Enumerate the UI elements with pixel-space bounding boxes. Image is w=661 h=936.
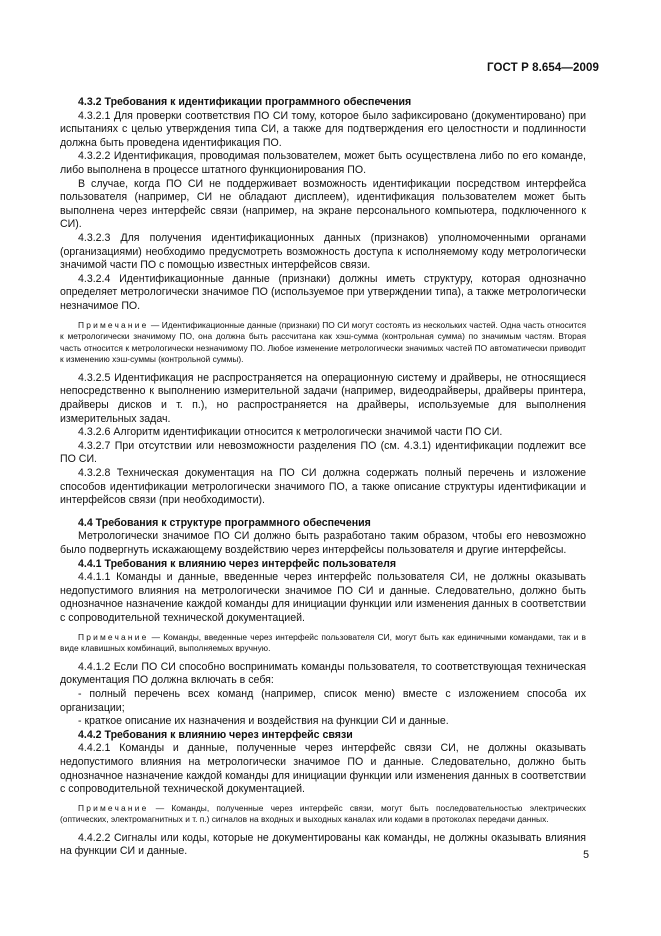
- section-heading-4-4: 4.4 Требования к структуре программного обеспечения: [78, 516, 371, 529]
- note-user-interface-commands: [60, 632, 586, 655]
- paragraph-4-3-2-2-cont: В случае, когда ПО СИ не поддерживает возможность идентификации посредством интерфейса пользователя (например, СИ не обладают дисплеем), идентификация пользователем может быть выполнена через интерфейс связи (например, на экране персонального компьютера, подключенного к СИ).: [60, 177, 586, 231]
- section-heading-4-4-2: 4.4.2 Требования к влиянию через интерфейс связи: [78, 728, 353, 741]
- paragraph-4-3-2-4: 4.3.2.4 Идентификационные данные (признаки) должны иметь структуру, которая однозначно определяет метрологически значимое ПО (используемое при утверждении типа), а также метрологически незначимое ПО.: [60, 272, 586, 312]
- paragraph-4-4: Метрологически значимое ПО СИ должно быть разработано таким образом, чтобы его невозможно было подвергнуть искажающему воздействию через интерфейсы пользователя и другие интерфейсы.: [60, 530, 586, 556]
- note-text: — Идентификационные данные (признаки) ПО СИ могут состоять из нескольких частей. Одна часть относится к метрологически значимому ПО, она должна быть рассчитана как хэш-сумма (контрольная сумма) по значимым частям. Вторая часть относится к метрологически незначимому ПО. Любое изменение метрологически значимых частей ПО автоматически приводит к изменению хэш-суммы (контрольной суммы).: [60, 319, 586, 365]
- paragraph-4-4-1-2: 4.4.1.2 Если ПО СИ способно воспринимать команды пользователя, то соответствующая техническая документация ПО должна включать в себя:: [60, 660, 586, 687]
- paragraph-4-3-2-5: 4.3.2.5 Идентификация не распространяется на операционную систему и драйверы, не относящиеся непосредственно к выполнению измерительной задачи (например, видеодрайверы, драйверы принтера, драйверы дисков и т. п.), но распространяется на драйверы, используемые для выполнения измерительных задач.: [60, 371, 586, 425]
- paragraph-4-3-2-6: 4.3.2.6 Алгоритм идентификации относится к метрологически значимой части ПО СИ.: [78, 426, 503, 439]
- paragraph-4-4-2-2: 4.4.2.2 Сигналы или коды, которые не документированы как команды, не должны оказывать влияния на функции СИ и данные.: [60, 831, 586, 858]
- paragraph-4-3-2-8: 4.3.2.8 Техническая документация на ПО СИ должна содержать полный перечень и изложение способов идентификации метрологически значимого ПО, а также описание структуры идентификации и интерфейсов связи (при необходимости).: [60, 467, 586, 507]
- document-standard-id: ГОСТ Р 8.654—2009: [487, 62, 599, 74]
- note-label: Примечание: [78, 319, 149, 330]
- paragraph-4-3-2-3: 4.3.2.3 Для получения идентификационных данных (признаков) уполномоченными органами (организациями) необходимо предусмотреть возможность доступа к исполняемому коду метрологически значимой части ПО с помощью известных интерфейсов связи.: [60, 231, 586, 272]
- note-identification-data: [60, 320, 586, 366]
- note-label: Примечание: [78, 802, 149, 813]
- note-label: Примечание: [78, 631, 149, 642]
- section-heading-4-4-1: 4.4.1 Требования к влиянию через интерфейс пользователя: [78, 557, 397, 570]
- list-item-commands: - полный перечень всех команд (например, список меню) вместе с изложением способа их организации;: [60, 687, 586, 714]
- document-body: [60, 96, 586, 859]
- paragraph-4-4-1-1: 4.4.1.1 Команды и данные, введенные через интерфейс пользователя СИ, не должны оказывать недопустимого влияния на метрологически значимое ПО СИ и данные. Следовательно, должно быть однозначное назначение каждой команды для инициации функции или изменения данных в соответствии с сопроводительной технической документацией.: [60, 571, 586, 624]
- paragraph-4-4-2-1: 4.4.2.1 Команды и данные, полученные через интерфейс связи СИ, не должны оказывать недопустимого влияния на метрологически значимое ПО и данные. Следовательно, должно быть однозначное назначение каждой команды для инициации функции или изменения данных в соответствии с сопроводительной технической документацией.: [60, 742, 586, 796]
- paragraph-4-3-2-1: 4.3.2.1 Для проверки соответствия ПО СИ тому, которое было зафиксировано (документировано) при испытаниях с целью утверждения типа СИ, а также для подтверждения его целостности и подлинности должна быть проведена идентификация ПО.: [60, 109, 586, 149]
- paragraph-4-3-2-2: 4.3.2.2 Идентификация, проводимая пользователем, может быть осуществлена либо по его команде, либо выполнена в процессе штатного функционирования ПО.: [60, 150, 586, 176]
- paragraph-4-3-2-7: 4.3.2.7 При отсутствии или невозможности разделения ПО (см. 4.3.1) идентификации подлежит все ПО СИ.: [60, 439, 586, 466]
- note-text: — Команды, полученные через интерфейс связи, могут быть последовательностью электрических (оптических, электромагнитных и т. п.) сигналов на входных и выходных каналах или кодами в протоколах передачи данных.: [60, 802, 586, 825]
- page-number: 5: [583, 849, 589, 861]
- list-item-description: - краткое описание их назначения и воздействия на функции СИ и данные.: [78, 715, 449, 728]
- note-communication-interface-commands: [60, 803, 586, 826]
- section-heading-4-3-2: 4.3.2 Требования к идентификации программного обеспечения: [78, 96, 412, 108]
- note-text: — Команды, введенные через интерфейс пользователя СИ, могут быть как единичными командами, так и в виде клавишных комбинаций, выполняемых вручную.: [60, 631, 586, 654]
